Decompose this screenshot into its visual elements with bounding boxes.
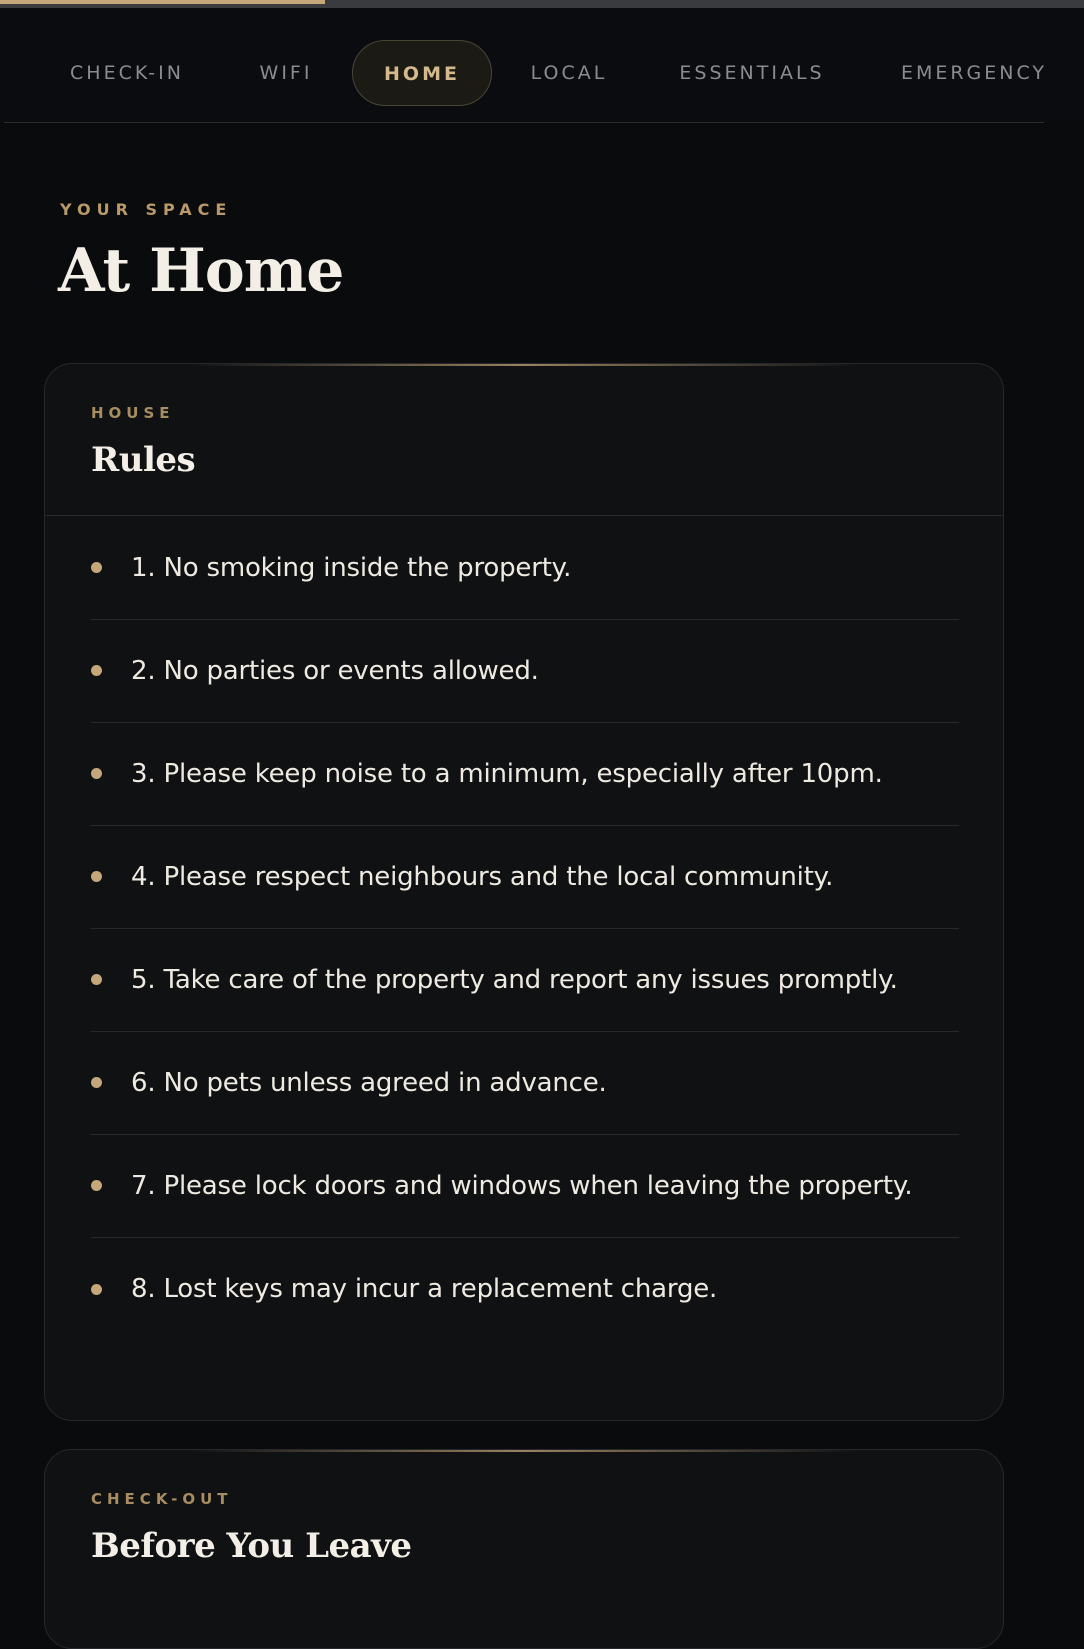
bullet-dot-icon: [91, 665, 102, 676]
tab-emergency[interactable]: EMERGENCY: [900, 62, 1048, 84]
rule-text: 4. Please respect neighbours and the local community.: [131, 862, 834, 892]
top-nav: [0, 8, 1084, 122]
rule-text: 2. No parties or events allowed.: [131, 656, 539, 686]
card-title: Before You Leave: [91, 1526, 412, 1566]
bullet-dot-icon: [91, 768, 102, 779]
rule-text: 7. Please lock doors and windows when leaving the property.: [131, 1171, 913, 1201]
card-title: Rules: [91, 440, 196, 480]
card-kicker: HOUSE: [91, 404, 175, 422]
bullet-dot-icon: [91, 1284, 102, 1295]
rule-item: [91, 826, 959, 929]
rule-item: [91, 1135, 959, 1238]
page-title: At Home: [58, 236, 344, 306]
bullet-dot-icon: [91, 871, 102, 882]
scroll-progress-track: [0, 0, 1084, 8]
bullet-dot-icon: [91, 562, 102, 573]
house-rules-card: [44, 363, 1004, 1421]
rule-item: [91, 620, 959, 723]
rule-text: 1. No smoking inside the property.: [131, 553, 572, 583]
rule-text: 5. Take care of the property and report any issues promptly.: [131, 965, 898, 995]
tab-local[interactable]: LOCAL: [530, 62, 608, 84]
rule-text: 3. Please keep noise to a minimum, especially after 10pm.: [131, 759, 883, 789]
tab-wifi[interactable]: WIFI: [259, 62, 313, 84]
card-divider: [45, 515, 1003, 516]
rule-item: [91, 723, 959, 826]
rule-text: 6. No pets unless agreed in advance.: [131, 1068, 607, 1098]
bullet-dot-icon: [91, 1180, 102, 1191]
bullet-dot-icon: [91, 974, 102, 985]
rules-list: [91, 517, 959, 1341]
rule-item: [91, 929, 959, 1032]
page-kicker: YOUR SPACE: [60, 200, 233, 219]
bullet-dot-icon: [91, 1077, 102, 1088]
nav-divider: [4, 122, 1044, 123]
checkout-card: [44, 1449, 1004, 1649]
rule-item: [91, 517, 959, 620]
rule-item: [91, 1032, 959, 1135]
card-kicker: CHECK-OUT: [91, 1490, 233, 1508]
rule-item: [91, 1238, 959, 1341]
rule-text: 8. Lost keys may incur a replacement charge.: [131, 1274, 718, 1304]
tab-home[interactable]: HOME: [352, 40, 492, 106]
tab-check-in[interactable]: CHECK-IN: [70, 62, 184, 84]
scroll-progress-fill: [0, 0, 325, 4]
tab-essentials[interactable]: ESSENTIALS: [679, 62, 825, 84]
